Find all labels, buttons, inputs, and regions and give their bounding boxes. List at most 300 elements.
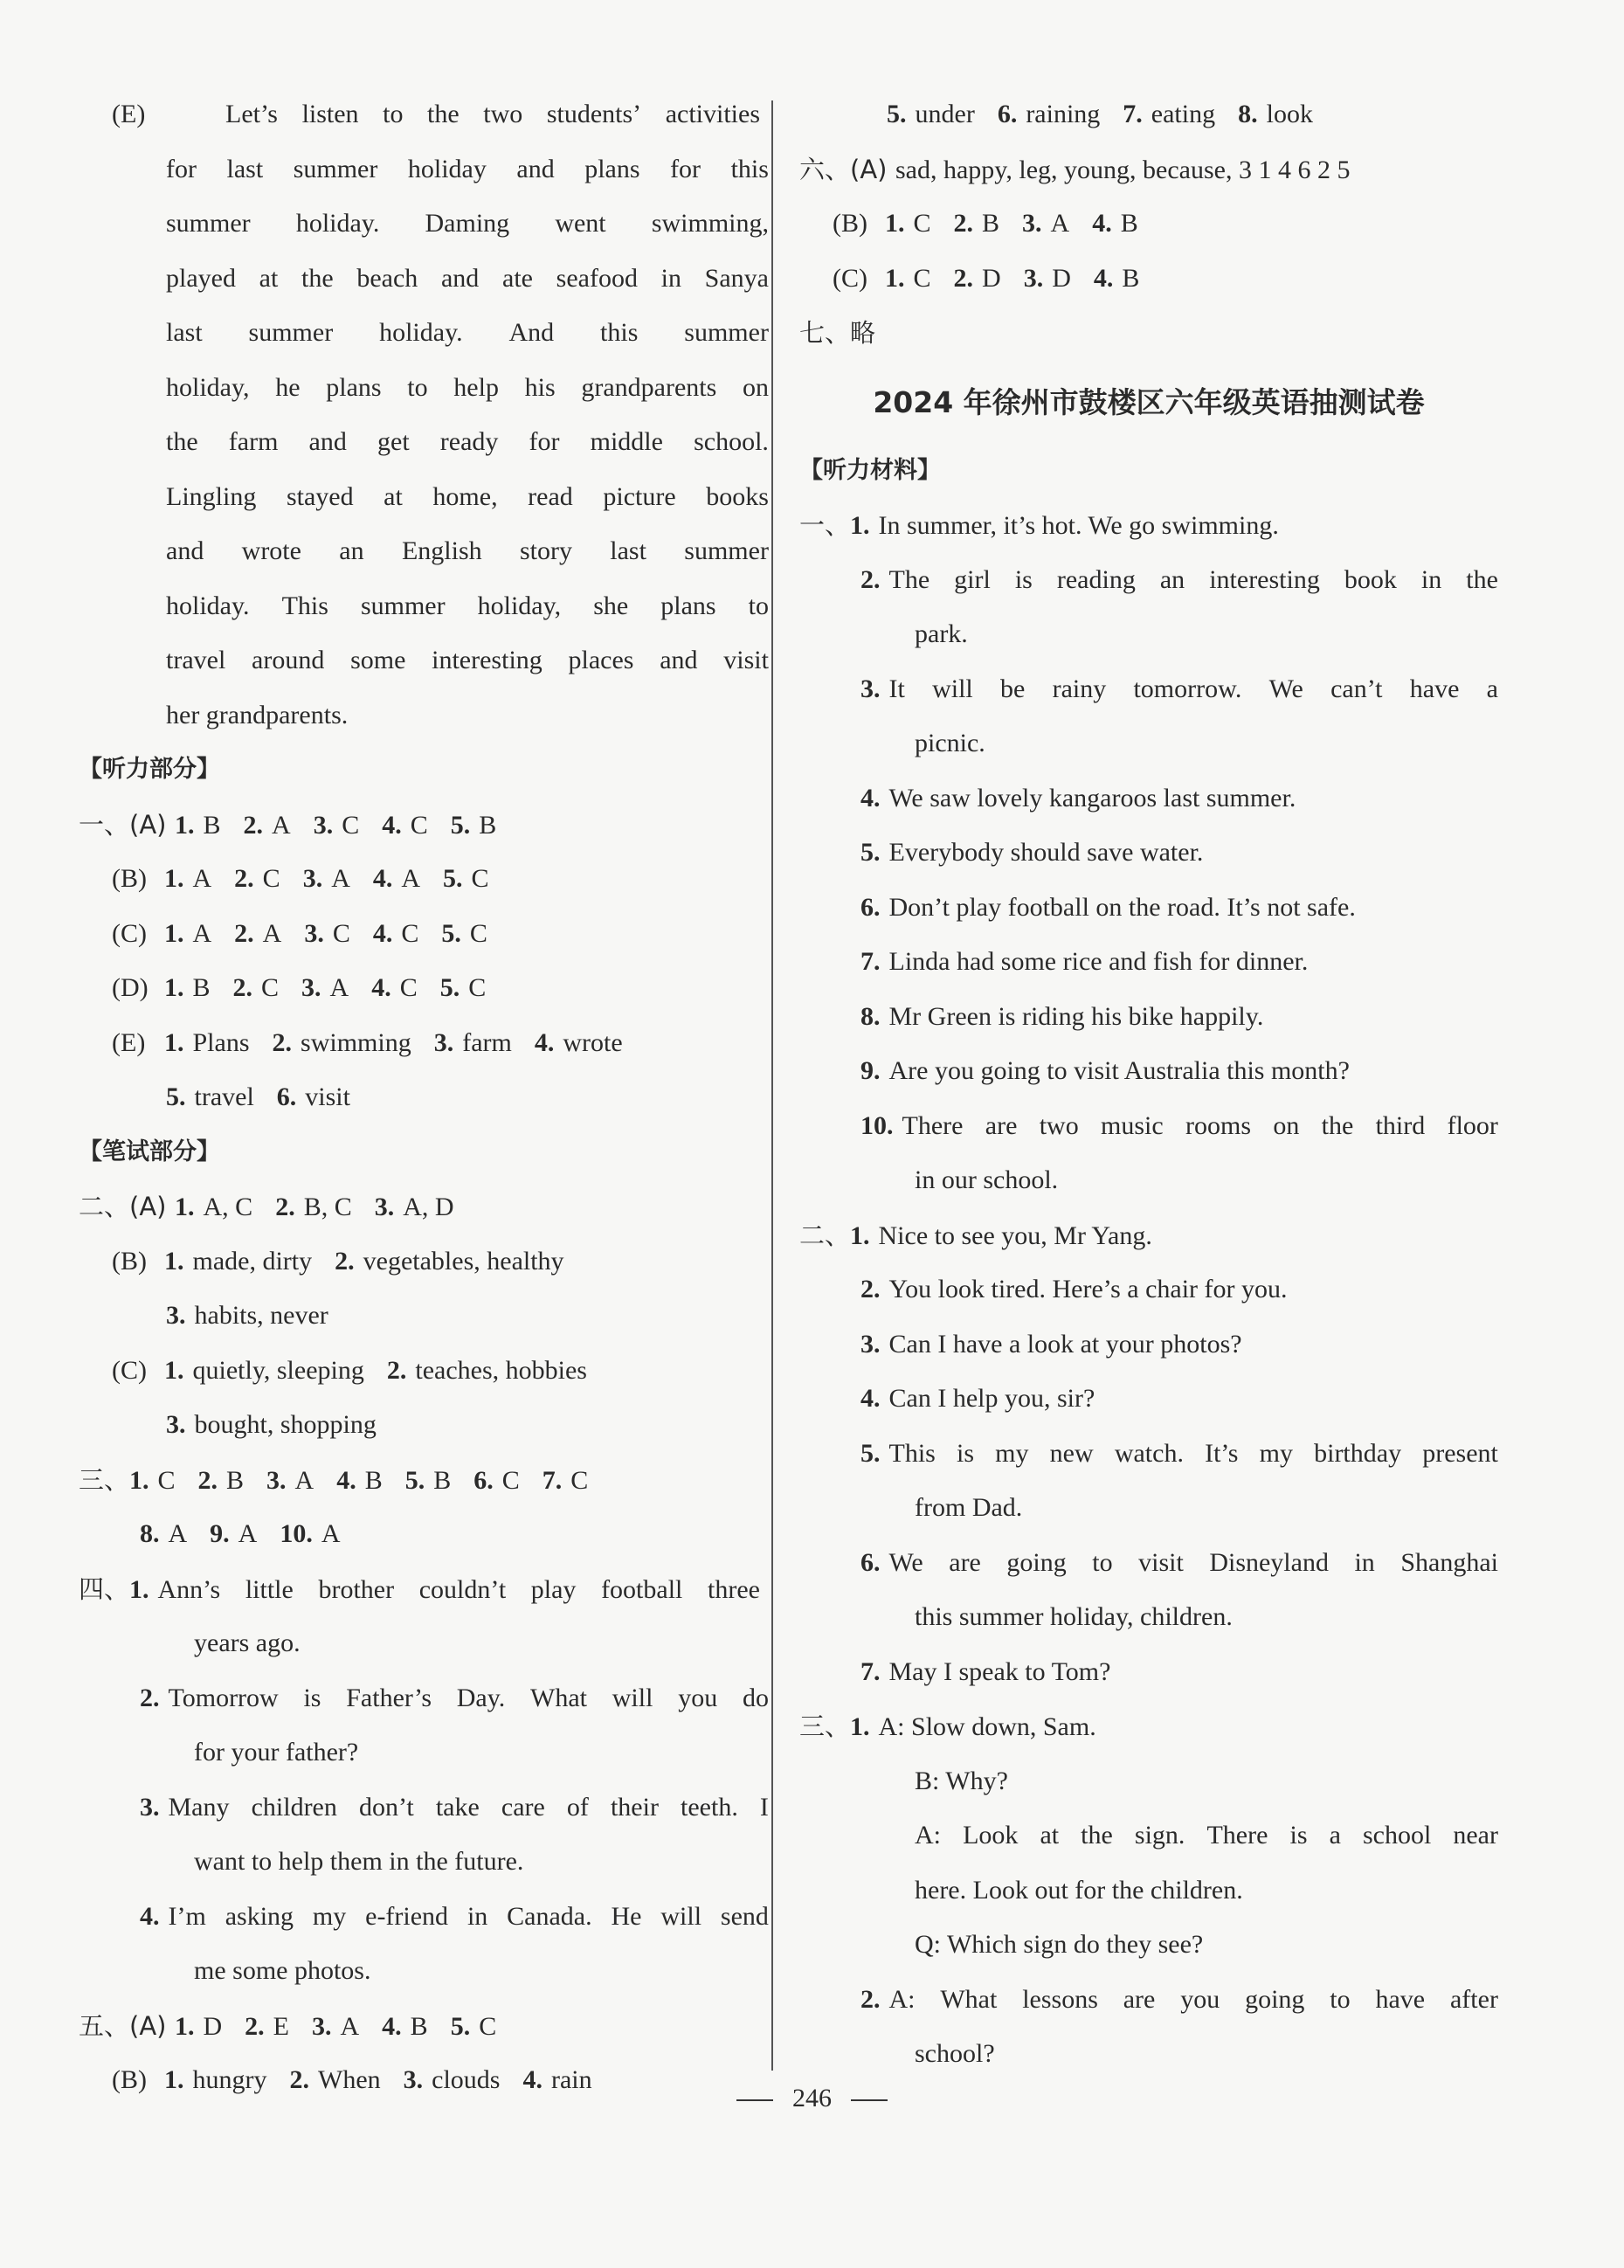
line-text: Don’t play football on the road. It’s not safe.	[888, 892, 1356, 922]
item-number: 2.	[140, 1683, 160, 1712]
answer-item	[405, 1466, 452, 1495]
item-number: 5.	[443, 864, 463, 893]
item-number: 7.	[542, 1465, 563, 1495]
line-text: A: Look at the sign. There is a school near	[915, 1821, 1498, 1850]
text-line	[799, 1536, 1498, 1591]
answer-item	[164, 973, 211, 1002]
item-number: 7.	[860, 947, 881, 976]
answer-value: D	[203, 2011, 223, 2041]
item-number: 1.	[850, 1712, 870, 1741]
section-title: 2024 年徐州市鼓楼区六年级英语抽测试卷	[873, 384, 1425, 419]
answer-item	[382, 811, 428, 840]
answer-item	[542, 1466, 589, 1495]
text-line	[79, 1616, 769, 1671]
line-text: This is my new watch. It’s my birthday present	[888, 1438, 1498, 1468]
text-line	[79, 1234, 769, 1290]
item-number: 1.	[885, 263, 905, 293]
text-line	[799, 716, 1498, 771]
page-number: 246	[792, 2084, 832, 2112]
text-line	[79, 1999, 769, 2054]
text-line	[799, 1590, 1498, 1645]
answer-value: E	[273, 2011, 289, 2041]
item-number: 2.	[232, 973, 253, 1002]
answer-item	[198, 1466, 245, 1495]
answer-value: A	[331, 864, 350, 893]
text-line	[79, 1671, 769, 1726]
text-line	[79, 470, 769, 525]
answer-value: C	[332, 918, 350, 948]
item-number: 6.	[276, 1082, 297, 1111]
item-number: 6.	[997, 100, 1018, 128]
item-number: 3.	[860, 674, 881, 703]
question-label: 二、(A)	[79, 1192, 167, 1221]
line-text: Let’s listen to the two students’ activities	[225, 100, 760, 128]
text-line	[799, 1317, 1498, 1373]
text-line	[79, 852, 769, 907]
text-line	[79, 252, 769, 307]
item-number: 2.	[860, 1275, 881, 1303]
item-number: 5.	[404, 1465, 425, 1495]
answer-item	[233, 973, 280, 1002]
line-text: played at the beach and ate seafood in Sanya	[166, 263, 769, 293]
text-line	[799, 1208, 1498, 1263]
answer-item	[273, 1028, 411, 1057]
answer-item	[175, 1193, 252, 1221]
line-text: Lingling stayed at home, read picture books	[166, 481, 769, 511]
line-text: The girl is reading an interesting book in the	[888, 564, 1498, 594]
text-line	[79, 1289, 769, 1344]
line-text: Mr Green is riding his bike happily.	[888, 1001, 1264, 1031]
line-text: her grandparents.	[166, 700, 349, 729]
line-text: Ann’s little brother couldn’t play football three	[157, 1574, 760, 1604]
text-line	[799, 2027, 1498, 2082]
item-number: 5.	[860, 1438, 881, 1468]
answer-value: C	[342, 810, 360, 840]
answer-item	[280, 1519, 340, 1548]
answer-item	[304, 919, 350, 948]
item-number: 3.	[266, 1465, 287, 1495]
answer-item	[382, 2012, 428, 2041]
line-text: last summer holiday. And this summer	[166, 318, 769, 347]
answer-item	[1094, 264, 1140, 293]
text-line	[799, 935, 1498, 990]
text-line	[79, 1453, 769, 1508]
answer-value: B	[479, 810, 497, 840]
item-number: 3.	[166, 1410, 186, 1439]
text-line	[799, 1918, 1498, 1973]
text-line	[799, 1754, 1498, 1809]
question-label: (B)	[112, 2065, 147, 2094]
line-text: There are two music rooms on the third floor	[902, 1110, 1498, 1140]
answer-item	[1123, 100, 1215, 128]
answer-value: bought, shopping	[194, 1410, 377, 1439]
text-line	[79, 1125, 769, 1180]
text-line	[79, 306, 769, 361]
answer-value: A	[192, 918, 212, 948]
text-line	[799, 1973, 1498, 2028]
text-line	[799, 1153, 1498, 1208]
answer-value: visit	[305, 1082, 350, 1111]
answer-value: A	[238, 1519, 258, 1548]
text-line	[79, 633, 769, 688]
text-line	[79, 1890, 769, 1945]
question-label: 三、	[799, 1711, 851, 1741]
text-line	[79, 961, 769, 1016]
text-line	[79, 87, 769, 142]
answer-item	[312, 2012, 359, 2041]
line-text: park.	[915, 619, 968, 648]
item-number: 5.	[450, 2011, 471, 2041]
answer-item	[373, 864, 420, 893]
answer-item	[373, 919, 419, 948]
line-text: Tomorrow is Father’s Day. What will you do	[168, 1683, 769, 1712]
question-label: (C)	[833, 263, 867, 293]
answer-value: A	[192, 864, 212, 893]
item-number: 1.	[164, 1355, 184, 1385]
answer-value: When	[318, 2065, 381, 2094]
line-text: school?	[915, 2039, 995, 2068]
item-number: 1.	[129, 1465, 149, 1495]
answer-value: B	[982, 209, 1000, 238]
line-text: holiday. This summer holiday, she plans to	[166, 591, 769, 620]
answer-value: swimming	[301, 1027, 411, 1057]
answer-value: C	[501, 1465, 520, 1495]
line-text: We saw lovely kangaroos last summer.	[888, 783, 1296, 812]
answer-value: A	[168, 1519, 188, 1548]
line-text: Many children don’t take care of their teeth. I	[168, 1792, 769, 1822]
item-number: 2.	[386, 1355, 407, 1385]
answer-item	[954, 264, 1001, 293]
line-text: 【听力部分】	[79, 756, 220, 783]
item-number: 3.	[312, 2011, 332, 2041]
answer-item	[336, 1466, 383, 1495]
answer-value: C	[469, 918, 487, 948]
answer-item	[451, 811, 497, 840]
answer-value: rain	[550, 2065, 592, 2094]
dash-left	[736, 2099, 773, 2101]
answer-value: raining	[1026, 100, 1101, 128]
text-line	[799, 1863, 1498, 1919]
answer-value: C	[399, 973, 418, 1002]
text-line	[79, 1781, 769, 1836]
item-number: 4.	[534, 1027, 555, 1057]
item-number: 5.	[860, 838, 881, 867]
answer-value: vegetables, healthy	[363, 1246, 564, 1276]
line-text: A: Slow down, Sam.	[878, 1712, 1096, 1741]
answer-item	[301, 973, 349, 1002]
text-line	[79, 579, 769, 634]
answer-value: C	[913, 209, 931, 238]
question-label: (B)	[112, 1246, 147, 1276]
line-text: May I speak to Tom?	[888, 1656, 1111, 1686]
text-line	[799, 771, 1498, 826]
text-line	[79, 1562, 769, 1617]
answer-value: B	[1122, 263, 1140, 293]
answer-value: travel	[194, 1082, 254, 1111]
answer-value: hungry	[192, 2065, 267, 2094]
item-number: 2.	[272, 1027, 293, 1057]
answer-item	[440, 973, 487, 1002]
line-text: You look tired. Here’s a chair for you.	[888, 1275, 1288, 1303]
item-number: 9.	[860, 1056, 881, 1085]
item-number: 4.	[1092, 209, 1112, 238]
question-label: 一、(A)	[79, 809, 167, 840]
item-number: 6.	[860, 892, 881, 922]
item-number: 2.	[234, 918, 254, 948]
item-number: 4.	[372, 918, 393, 948]
answer-value: A	[340, 2011, 360, 2041]
answer-item	[140, 1519, 187, 1548]
answer-item	[473, 1466, 520, 1495]
answer-item	[451, 2012, 497, 2041]
answer-value: A	[272, 810, 291, 840]
line-text: In summer, it’s hot. We go swimming.	[878, 511, 1279, 540]
answer-item	[175, 2012, 222, 2041]
right-column	[799, 87, 1498, 2082]
item-number: 5.	[450, 810, 471, 840]
item-number: 2.	[234, 864, 254, 893]
item-number: 4.	[382, 2011, 402, 2041]
answer-item	[885, 209, 931, 238]
question-label: (E)	[112, 100, 146, 128]
answer-item	[166, 1301, 328, 1330]
item-number: 3.	[313, 810, 334, 840]
item-number: 4.	[336, 1465, 356, 1495]
question-label: 六、(A)	[799, 154, 888, 184]
text-line	[79, 1835, 769, 1890]
line-text: from Dad.	[915, 1493, 1023, 1522]
item-number: 1.	[164, 864, 184, 893]
answer-value: quietly, sleeping	[192, 1355, 364, 1385]
item-number: 2.	[245, 2011, 265, 2041]
text-line	[79, 1507, 769, 1562]
text-line	[799, 607, 1498, 662]
answer-value: C	[468, 973, 487, 1002]
answer-value: B	[433, 1465, 452, 1495]
answer-item	[1092, 209, 1138, 238]
text-line	[799, 662, 1498, 717]
item-number: 3.	[301, 973, 321, 1002]
text-line	[79, 1070, 769, 1125]
column-divider	[771, 100, 773, 2071]
line-text: A: What lessons are you going to have after	[888, 1984, 1498, 2014]
item-number: 6.	[473, 1465, 494, 1495]
item-number: 4.	[372, 864, 393, 893]
answer-value: A, D	[403, 1193, 454, 1221]
answer-value: farm	[462, 1027, 512, 1057]
answer-value: B	[410, 2011, 428, 2041]
text-line	[79, 197, 769, 252]
line-text: Can I help you, sir?	[888, 1384, 1095, 1413]
line-text: years ago.	[194, 1628, 301, 1657]
text-line	[799, 1372, 1498, 1427]
answer-value: B	[203, 810, 221, 840]
answer-item	[164, 1247, 312, 1276]
answer-item	[164, 1356, 364, 1385]
answer-value: habits, never	[194, 1301, 328, 1330]
question-label: (D)	[112, 973, 149, 1002]
item-number: 2.	[953, 209, 974, 238]
answer-item	[164, 919, 211, 948]
text-line	[79, 743, 769, 798]
answer-item	[885, 264, 931, 293]
text-line	[799, 1808, 1498, 1863]
line-text: in our school.	[915, 1165, 1059, 1194]
item-number: 4.	[522, 2065, 542, 2094]
answer-value: A	[321, 1519, 341, 1548]
item-number: 1.	[175, 2011, 195, 2041]
answer-value: under	[915, 100, 975, 128]
item-number: 3.	[304, 918, 324, 948]
answer-value: D	[982, 263, 1001, 293]
item-number: 2.	[243, 810, 264, 840]
answer-value: C	[261, 973, 280, 1002]
line-text: here. Look out for the children.	[915, 1875, 1243, 1905]
item-number: 3.	[860, 1329, 881, 1359]
answer-item	[887, 100, 975, 128]
text-line	[799, 252, 1498, 307]
answer-value: wrote	[563, 1027, 623, 1057]
answer-item	[375, 1193, 454, 1221]
text-line	[79, 1016, 769, 1071]
question-label: (C)	[112, 1355, 147, 1385]
answer-value: A	[294, 1465, 314, 1495]
answer-value: C	[410, 810, 428, 840]
answer-item	[441, 919, 487, 948]
item-number: 6.	[860, 1547, 881, 1577]
item-number: 3.	[1023, 263, 1044, 293]
line-text: sad, happy, leg, young, because, 3 1 4 6 2 5	[895, 155, 1351, 184]
answer-value: teaches, hobbies	[415, 1355, 587, 1385]
answer-item	[275, 1193, 352, 1221]
line-text: travel around some interesting places and visit	[166, 646, 769, 674]
item-number: 5.	[887, 100, 907, 128]
text-line	[799, 1481, 1498, 1536]
item-number: 7.	[860, 1656, 881, 1686]
text-line	[79, 798, 769, 853]
answer-item	[266, 1466, 314, 1495]
answer-value: A	[329, 973, 349, 1002]
line-text: Can I have a look at your photos?	[888, 1329, 1242, 1359]
text-line	[799, 826, 1498, 881]
left-column	[79, 87, 769, 2108]
item-number: 1.	[885, 209, 905, 238]
item-number: 4.	[140, 1901, 160, 1931]
text-line	[799, 553, 1498, 608]
item-number: 1.	[164, 918, 184, 948]
text-line	[79, 1398, 769, 1453]
text-line	[799, 881, 1498, 936]
text-line	[799, 444, 1498, 499]
answer-item	[244, 811, 291, 840]
item-number: 3.	[166, 1301, 186, 1330]
text-line	[79, 1179, 769, 1234]
item-number: 2.	[289, 2065, 309, 2094]
line-text: summer holiday. Daming went swimming,	[166, 209, 769, 238]
answer-item	[164, 1028, 250, 1057]
answer-item	[175, 811, 221, 840]
text-line	[79, 142, 769, 197]
line-text: Everybody should save water.	[888, 838, 1204, 867]
question-label: (B)	[833, 209, 867, 238]
line-text: Are you going to visit Australia this month?	[888, 1056, 1350, 1085]
answer-item	[443, 864, 489, 893]
answer-item	[1024, 264, 1071, 293]
item-number: 1.	[175, 1193, 195, 1221]
answer-value: Plans	[192, 1027, 250, 1057]
line-text: for last summer holiday and plans for this	[166, 154, 769, 183]
line-text: want to help them in the future.	[194, 1847, 524, 1876]
item-number: 1.	[164, 1246, 184, 1276]
text-line	[799, 990, 1498, 1045]
item-number: 4.	[860, 783, 881, 812]
item-number: 1.	[850, 511, 870, 540]
answer-value: made, dirty	[192, 1246, 313, 1276]
item-number: 1.	[164, 973, 184, 1002]
answer-item	[234, 919, 281, 948]
answer-item	[210, 1519, 257, 1548]
answer-value: C	[479, 2011, 497, 2041]
answer-item	[434, 1028, 512, 1057]
answer-item	[954, 209, 1000, 238]
item-number: 2.	[275, 1193, 295, 1221]
answer-item	[277, 1082, 350, 1111]
item-number: 2.	[953, 263, 974, 293]
text-line	[79, 1344, 769, 1399]
line-text: I’m asking my e-friend in Canada. He will send	[168, 1901, 769, 1931]
line-text: holiday, he plans to help his grandparents on	[166, 372, 769, 402]
item-number: 2.	[860, 564, 881, 594]
answer-value: B	[192, 973, 211, 1002]
answer-item	[998, 100, 1100, 128]
item-number: 3.	[1022, 209, 1042, 238]
question-label: 四、	[79, 1573, 130, 1604]
text-line	[79, 1944, 769, 1999]
answer-value: A	[262, 918, 282, 948]
question-label: 五、(A)	[79, 2010, 167, 2041]
answer-value: A	[1050, 209, 1070, 238]
item-number: 3.	[433, 1027, 454, 1057]
question-label: 二、	[799, 1220, 851, 1250]
text-line	[79, 907, 769, 962]
line-text: It will be rainy tomorrow. We can’t have a	[888, 674, 1498, 703]
item-number: 1.	[129, 1574, 149, 1604]
item-number: 8.	[860, 1001, 881, 1031]
answer-item	[371, 973, 418, 1002]
answer-item	[303, 864, 350, 893]
item-number: 10.	[280, 1519, 313, 1548]
item-number: 4.	[382, 810, 402, 840]
answer-item	[129, 1466, 176, 1495]
line-text: me some photos.	[194, 1956, 371, 1985]
answer-value: B	[364, 1465, 383, 1495]
item-number: 2.	[197, 1465, 218, 1495]
answer-value: C	[157, 1465, 176, 1495]
item-number: 1.	[164, 2065, 184, 2094]
item-number: 5.	[439, 973, 460, 1002]
item-number: 2.	[860, 1984, 881, 2014]
answer-item	[314, 811, 360, 840]
text-line	[79, 361, 769, 416]
item-number: 10.	[860, 1110, 894, 1140]
answer-value: clouds	[432, 2065, 501, 2094]
text-line	[799, 197, 1498, 252]
item-number: 9.	[210, 1519, 230, 1548]
item-number: 3.	[403, 2065, 424, 2094]
text-line	[799, 498, 1498, 553]
question-label: (C)	[112, 918, 147, 948]
answer-value: B	[1120, 209, 1138, 238]
